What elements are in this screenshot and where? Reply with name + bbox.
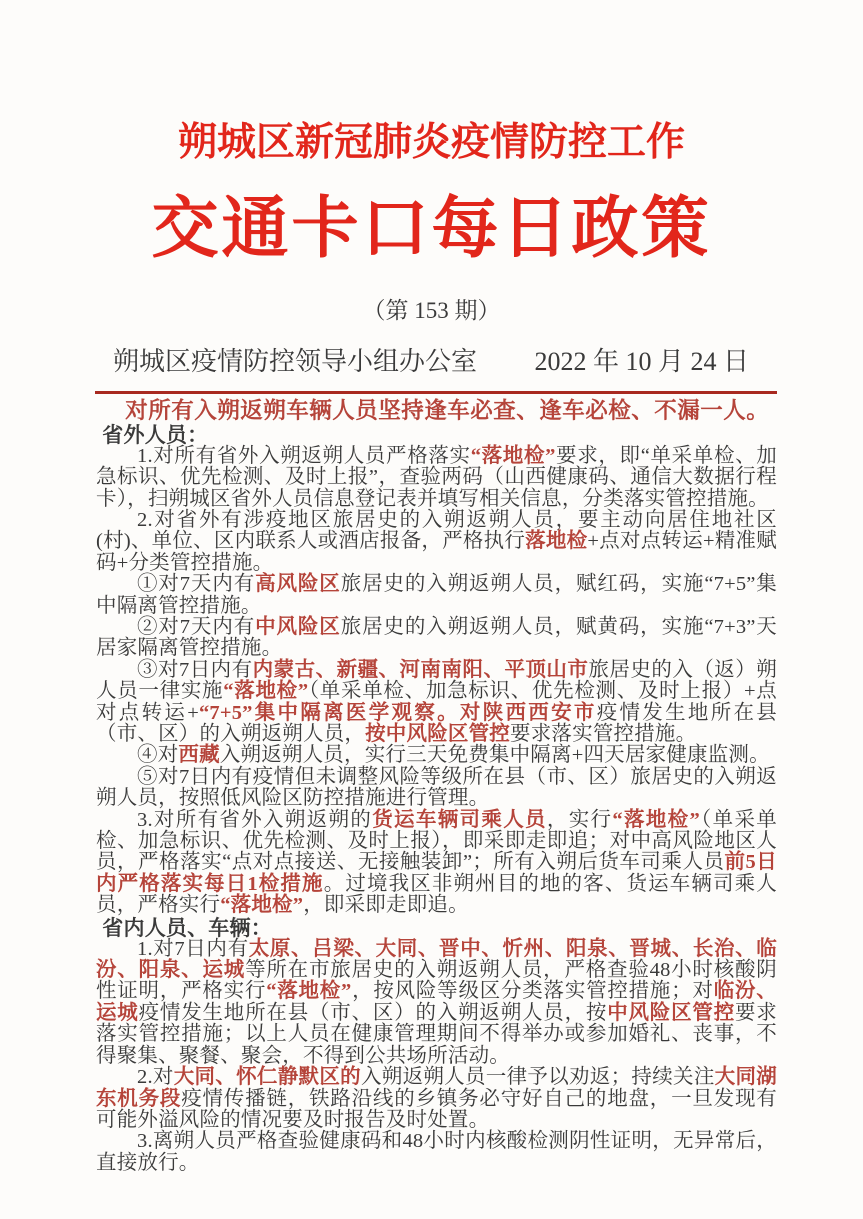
text-segment: “落地检” bbox=[470, 444, 556, 467]
text-segment: ，实行 bbox=[546, 808, 613, 831]
text-segment: “落地检” bbox=[266, 980, 352, 1003]
in-para-3 bbox=[96, 1131, 777, 1174]
text-segment: 临汾、运城 bbox=[96, 980, 777, 1024]
text-segment: （单采单检、加急标识、优先检测、及时上报）+点对点转运+ bbox=[96, 680, 777, 724]
out-para-1 bbox=[96, 446, 777, 510]
text-segment: 内蒙古、新疆、河南南阳、平顶山市 bbox=[252, 658, 589, 681]
issue-number: （第 153 期） bbox=[362, 297, 501, 323]
text-segment: 疫情发生地所在县（市、区）的入朔返朔人员， bbox=[96, 701, 777, 745]
text-segment: 要求落实管控措施；以上人员在健康管理期间不得举办或参加婚礼、丧事，不得聚集、聚餐、聚会，不得到公共场所活动。 bbox=[96, 1001, 777, 1067]
text-segment: “落地检” bbox=[223, 680, 309, 703]
out-para-2-sub4 bbox=[96, 745, 777, 766]
text-segment: ③对7日内有 bbox=[137, 658, 253, 681]
text-segment: ，按风险等级区分类落实管控措施；对 bbox=[351, 980, 714, 1003]
issue-date: 2022 年 10 月 24 日 bbox=[534, 347, 749, 377]
section-header-in-province bbox=[96, 917, 777, 939]
text-segment: +点对点转运+精准赋码+分类管控措施。 bbox=[96, 530, 777, 574]
text-segment: 3.离朔人员严格查验健康码和48小时内核酸检测阴性证明，无异常后，直接放行。 bbox=[96, 1130, 777, 1174]
text-segment: 要求落实管控措施。 bbox=[510, 723, 697, 745]
text-segment: “落地检” bbox=[612, 808, 700, 831]
in-para-1 bbox=[96, 939, 777, 1067]
text-segment: ⑤对7日内有疫情但未调整风险等级所在县（市、区）旅居史的入朔返朔人员，按照低风险区防控措施进行管理。 bbox=[96, 765, 777, 810]
out-para-2-sub5 bbox=[96, 767, 777, 810]
lead-notice bbox=[96, 398, 777, 424]
policy-body bbox=[96, 398, 777, 1174]
out-para-2 bbox=[96, 510, 777, 574]
issuing-office: 朔城区疫情防控领导小组办公室 bbox=[113, 347, 478, 377]
text-segment: ①对7天内有 bbox=[137, 573, 256, 596]
text-segment: 旅居史的入（返）朔人员一律实施 bbox=[96, 658, 777, 703]
text-segment: 旅居史的入朔返朔人员，赋黄码，实施“7+3”天居家隔离管控措施。 bbox=[96, 615, 778, 660]
in-para-2 bbox=[96, 1067, 777, 1131]
text-segment: 。过境我区非朔州目的地的客、货运车辆司乘人员，严格实行 bbox=[96, 872, 777, 917]
text-segment: 对所有入朔返朔车辆人员坚持逢车必查、逢车必检、不漏一人。 bbox=[125, 397, 770, 423]
text-segment: 高风险区 bbox=[255, 573, 341, 596]
office-date-row bbox=[96, 348, 767, 377]
text-segment: 按中风险区管控 bbox=[365, 723, 511, 745]
out-para-2-sub2 bbox=[96, 617, 777, 660]
text-segment: 中风险区管控 bbox=[607, 1001, 735, 1024]
text-segment: “7+5”集中隔离医学观察。对陕西西安市 bbox=[198, 701, 597, 724]
text-segment: 前5日内严格落实每日1检措施 bbox=[96, 851, 777, 895]
out-para-2-sub3 bbox=[96, 660, 777, 746]
text-segment: （单采单检、加急标识、优先检测、及时上报），即采即走即追；对中高风险地区人员，严格落实“点对点接送、无接触装卸”；所有入朔后货车司乘人员 bbox=[96, 808, 777, 874]
text-segment: ④对 bbox=[137, 744, 179, 767]
text-segment: 疫情传播链，铁路沿线的乡镇务必守好自己的地盘，一旦发现有可能外溢风险的情况要及时报告及时处置。 bbox=[96, 1087, 777, 1131]
text-segment: 等所在市旅居史的入朔返朔人员，严格查验48小时核酸阴性证明，严格实行 bbox=[96, 959, 777, 1003]
text-segment: 省外人员： bbox=[102, 422, 209, 447]
text-segment: 大同湖东机务段 bbox=[96, 1066, 777, 1110]
text-segment: 太原、吕梁、大同、晋中、忻州、阳泉、晋城、长治、临汾、阳泉、运城 bbox=[96, 937, 777, 982]
text-segment: 落地检 bbox=[525, 530, 588, 553]
text-segment: 1.对7日内有 bbox=[137, 937, 249, 960]
document-supertitle: 朔城区新冠肺炎疫情防控工作 bbox=[177, 121, 685, 164]
text-segment: ②对7天内有 bbox=[137, 615, 256, 638]
text-segment: 省内人员、车辆： bbox=[102, 915, 272, 940]
text-segment: 西藏 bbox=[178, 744, 220, 767]
document-main-title: 交通卡口每日政策 bbox=[151, 191, 712, 266]
text-segment: 疫情发生地所在县（市、区）的入朔返朔人员，按 bbox=[138, 1001, 608, 1024]
text-segment: “落地检” bbox=[220, 894, 304, 917]
red-divider bbox=[95, 391, 777, 394]
text-segment: 货运车辆司乘人员 bbox=[372, 808, 547, 831]
text-segment: 旅居史的入朔返朔人员，赋红码，实施“7+5”集中隔离管控措施。 bbox=[96, 573, 778, 617]
text-segment: 大同、怀仁静默区的 bbox=[173, 1066, 361, 1089]
text-segment: 要求，即“单采单检、加急标识、优先检测、及时上报”，查验两码（山西健康码、通信大数据行程卡），扫朔城区省外人员信息登记表并填写相关信息，分类落实管控措施。 bbox=[96, 444, 777, 510]
section-header-out-of-province bbox=[96, 424, 777, 446]
text-segment: 1.对所有省外入朔返朔人员严格落实 bbox=[137, 444, 471, 467]
text-segment: 入朔返朔人员，实行三天免费集中隔离+四天居家健康监测。 bbox=[219, 744, 770, 767]
text-segment: 2.对省外有涉疫地区旅居史的入朔返朔人员，要主动向居住地社区(村)、单位、区内联系人或酒店报备，严格执行 bbox=[96, 508, 777, 553]
out-para-3 bbox=[96, 810, 777, 917]
text-segment: 中风险区 bbox=[255, 615, 341, 638]
text-segment: 2.对 bbox=[137, 1066, 174, 1089]
text-segment: 3.对所有省外入朔返朔的 bbox=[137, 808, 373, 831]
text-segment: 入朔返朔人员一律予以劝返；持续关注 bbox=[360, 1066, 715, 1089]
out-para-2-sub1 bbox=[96, 574, 777, 617]
text-segment: ，即采即走即追。 bbox=[303, 894, 469, 917]
